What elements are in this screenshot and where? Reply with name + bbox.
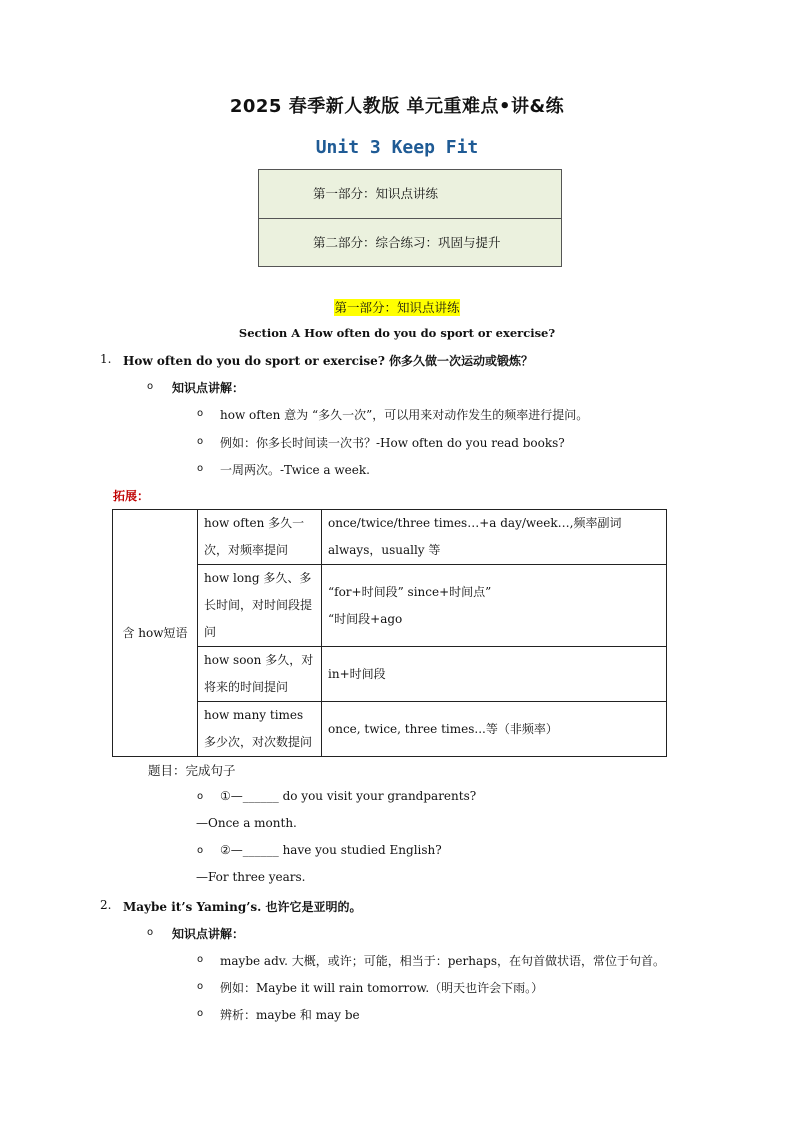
table-of-contents — [258, 169, 562, 267]
exercise-label: 题目：完成句子 — [148, 763, 236, 778]
document-title: 2025 春季新人教版 单元重难点•讲&练 — [229, 96, 565, 117]
item-heading: Maybe it’s Yaming’s. 也许它是亚明的。 — [123, 900, 362, 914]
exercise-question: ②—______ have you studied English? — [220, 843, 442, 857]
point-text: 辨析：maybe 和 may be — [220, 1008, 360, 1022]
extension-label: 拓展： — [113, 489, 150, 503]
item-heading: How often do you do sport or exercise? 你多久做一次运动或锻炼？ — [123, 354, 534, 368]
phrase-cell: how often 多久一次，对频率提问 — [198, 510, 322, 565]
point-text: 例如：Maybe it will rain tomorrow.（明天也许会下雨。） — [220, 981, 544, 995]
note-line: “for+时间段” since+时间点” — [328, 584, 492, 599]
exercise-answer: —For three years. — [196, 870, 306, 884]
knowledge-label: 知识点讲解： — [172, 927, 245, 941]
point-text: 例如：你多长时间读一次书？-How often do you read books? — [220, 436, 565, 450]
bullet-marker: o — [197, 408, 204, 419]
toc-item-part2[interactable]: 第二部分：综合练习：巩固与提升 — [259, 218, 561, 266]
exercise-question: ①—______ do you visit your grandparents? — [220, 789, 477, 803]
phrase-cell: how many times 多少次，对次数提问 — [198, 702, 322, 757]
item-number: 1. — [100, 352, 112, 366]
bullet-marker: o — [147, 927, 154, 938]
point-text: maybe adv. 大概，或许；可能，相当于：perhaps，在句首做状语，常位于句首。 — [220, 954, 665, 968]
bullet-marker: o — [197, 954, 204, 965]
note-cell: once/twice/three times…+a day/week…,频率副词always，usually 等 — [322, 510, 667, 565]
bullet-marker: o — [197, 436, 204, 447]
bullet-marker: o — [197, 791, 204, 802]
point-text: 一周两次。-Twice a week. — [220, 463, 370, 477]
exercise-answer: —Once a month. — [196, 816, 297, 830]
phrase-cell: how long 多久、多长时间，对时间段提问 — [198, 565, 322, 647]
phrase-cell: how soon 多久，对将来的时间提问 — [198, 647, 322, 702]
part1-heading: 第一部分：知识点讲练 — [334, 300, 460, 315]
unit-title: Unit 3 Keep Fit — [315, 137, 479, 158]
bullet-marker: o — [197, 981, 204, 992]
toc-item-part1[interactable]: 第一部分：知识点讲练 — [259, 170, 561, 218]
bullet-marker: o — [197, 463, 204, 474]
item-number: 2. — [100, 898, 112, 912]
bullet-marker: o — [197, 845, 204, 856]
group-label-cell: 含 how短语 — [113, 510, 198, 757]
how-phrases-table — [112, 509, 667, 757]
knowledge-label: 知识点讲解： — [172, 381, 245, 395]
note-line: “时间段+ago — [328, 611, 403, 626]
section-heading: Section A How often do you do sport or exercise? — [238, 326, 556, 340]
table-row — [113, 510, 667, 565]
bullet-marker: o — [147, 381, 154, 392]
bullet-marker: o — [197, 1008, 204, 1019]
note-cell — [322, 565, 667, 647]
note-cell: in+时间段 — [322, 647, 667, 702]
note-cell: once, twice, three times...等（非频率） — [322, 702, 667, 757]
point-text: how often 意为 “多久一次”，可以用来对动作发生的频率进行提问。 — [220, 408, 589, 422]
